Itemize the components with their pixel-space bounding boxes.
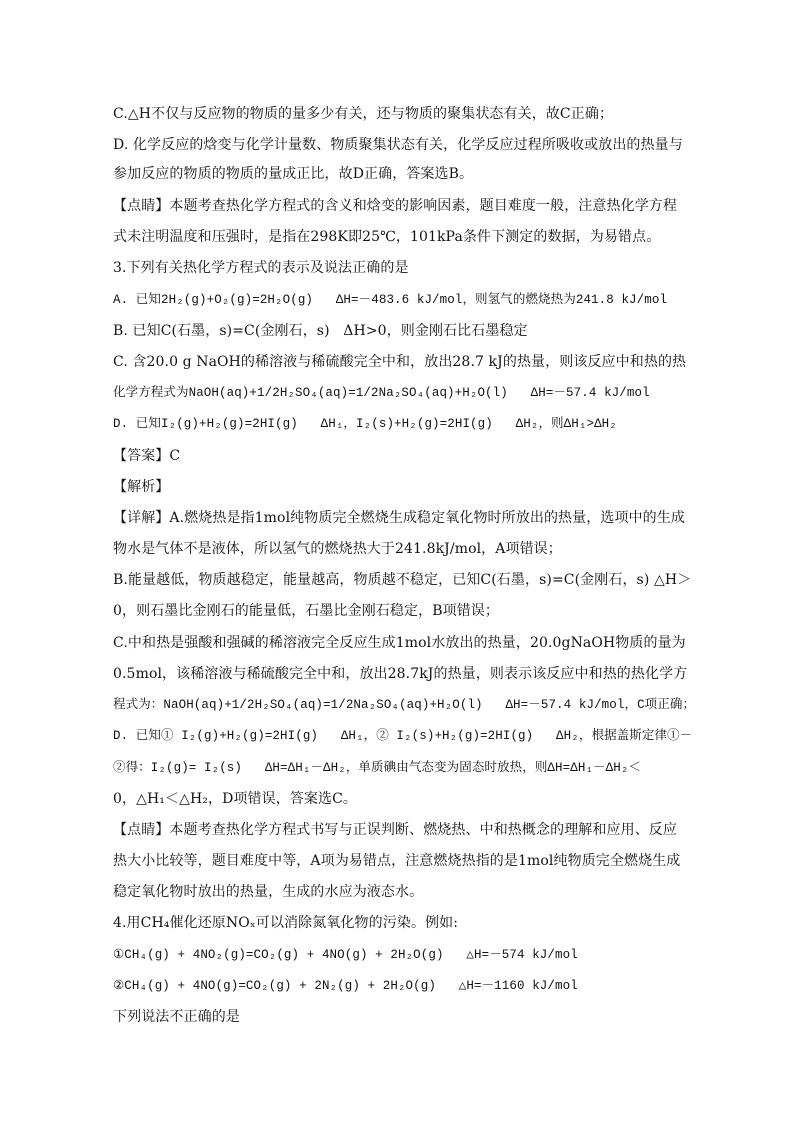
- equation-1: ①CH₄(g) + 4NO₂(g)=CO₂(g) + 4NO(g) + 2H₂O(g) △H=－574 kJ/mol: [113, 948, 578, 962]
- text-line: 参加反应的物质的物质的量成正比，故D正确，答案选B。: [113, 166, 474, 182]
- text-line: 【点睛】本题考查热化学方程式的含义和焓变的影响因素，题目难度一般，注意热化学方程: [113, 198, 677, 214]
- text-line: 热大小比较等，题目难度中等，A项为易错点，注意燃烧热指的是1mol纯物质完全燃烧生成: [113, 853, 681, 869]
- text-line: C.中和热是强酸和强碱的稀溶液完全反应生成1mol水放出的热量，20.0gNaOH物质的量为: [113, 635, 686, 651]
- text-line: 物水是气体不是液体，所以氢气的燃烧热大于241.8kJ/mol，A项错误；: [113, 541, 562, 557]
- text-line: 0，△H₁＜△H₂，D项错误，答案选C。: [113, 791, 358, 807]
- answer: 【答案】C: [113, 448, 181, 464]
- analysis-heading: 【解析】: [113, 479, 170, 495]
- text-line: 程式为：NaOH(aq)+1/2H₂SO₄(aq)=1/2Na₂SO₄(aq)+H₂O(l) ΔH=－57.4 kJ/mol，C项正确；: [113, 698, 696, 712]
- text-line: B.能量越低，物质越稳定，能量越高，物质越不稳定，已知C(石墨，s)=C(金刚石，s) △H＞: [113, 572, 692, 588]
- text-line: C.△H不仅与反应物的物质的量多少有关，还与物质的聚集状态有关，故C正确；: [113, 106, 614, 122]
- option-a: A. 已知2H₂(g)+O₂(g)=2H₂O(g) ΔH=－483.6 kJ/mol，则氢气的燃烧热为241.8 kJ/mol: [113, 293, 668, 307]
- text-line: 下列说法不正确的是: [113, 1009, 240, 1025]
- option-c-cont: 化学方程式为NaOH(aq)+1/2H₂SO₄(aq)=1/2Na₂SO₄(aq)+H₂O(l) ΔH=－57.4 kJ/mol: [113, 386, 650, 400]
- question-title: 3.下列有关热化学方程式的表示及说法正确的是: [113, 260, 409, 276]
- text-line: D. 已知① I₂(g)+H₂(g)=2HI(g) ΔH₁，② I₂(s)+H₂(g)=2HI(g) ΔH₂，根据盖斯定律①－: [113, 729, 693, 743]
- text-line: 式未注明温度和压强时，是指在298K即25℃，101kPa条件下测定的数据，为易错点。: [113, 229, 661, 245]
- option-d: D. 已知I₂(g)+H₂(g)=2HI(g) ΔH₁，I₂(s)+H₂(g)=2HI(g) ΔH₂，则ΔH₁>ΔH₂: [113, 417, 617, 431]
- text-line: 0.5mol，该稀溶液与稀硫酸完全中和，放出28.7kJ的热量，则表示该反应中和热的热化学方: [113, 666, 688, 682]
- text-line: 【详解】A.燃烧热是指1mol纯物质完全燃烧生成稳定氧化物时所放出的热量，选项中的生成: [113, 510, 685, 526]
- text-line: 稳定氧化物时放出的热量，生成的水应为液态水。: [113, 884, 424, 900]
- option-b: B. 已知C(石墨，s)=C(金刚石，s) ΔH>0，则金刚石比石墨稳定: [113, 323, 528, 339]
- text-line: 0，则石墨比金刚石的能量低，石墨比金刚石稳定，B项错误；: [113, 603, 499, 619]
- text-line: D. 化学反应的焓变与化学计量数、物质聚集状态有关，化学反应过程所吸收或放出的热量与: [113, 137, 683, 153]
- text-line: 【点睛】本题考查热化学方程式书写与正误判断、燃烧热、中和热概念的理解和应用、反应: [113, 822, 677, 838]
- equation-2: ②CH₄(g) + 4NO(g)=CO₂(g) + 2N₂(g) + 2H₂O(g) △H=－1160 kJ/mol: [113, 979, 578, 993]
- text-line: ②得：I₂(g)= I₂(s) ΔH=ΔH₁－ΔH₂，单质碘由气态变为固态时放热，则ΔH=ΔH₁－ΔH₂＜: [113, 761, 642, 775]
- question-title: 4.用CH₄催化还原NOₓ可以消除氮氧化物的污染。例如:: [113, 915, 459, 931]
- option-c: C. 含20.0 g NaOH的稀溶液与稀硫酸完全中和，放出28.7 kJ的热量，则该反应中和热的热: [113, 354, 687, 370]
